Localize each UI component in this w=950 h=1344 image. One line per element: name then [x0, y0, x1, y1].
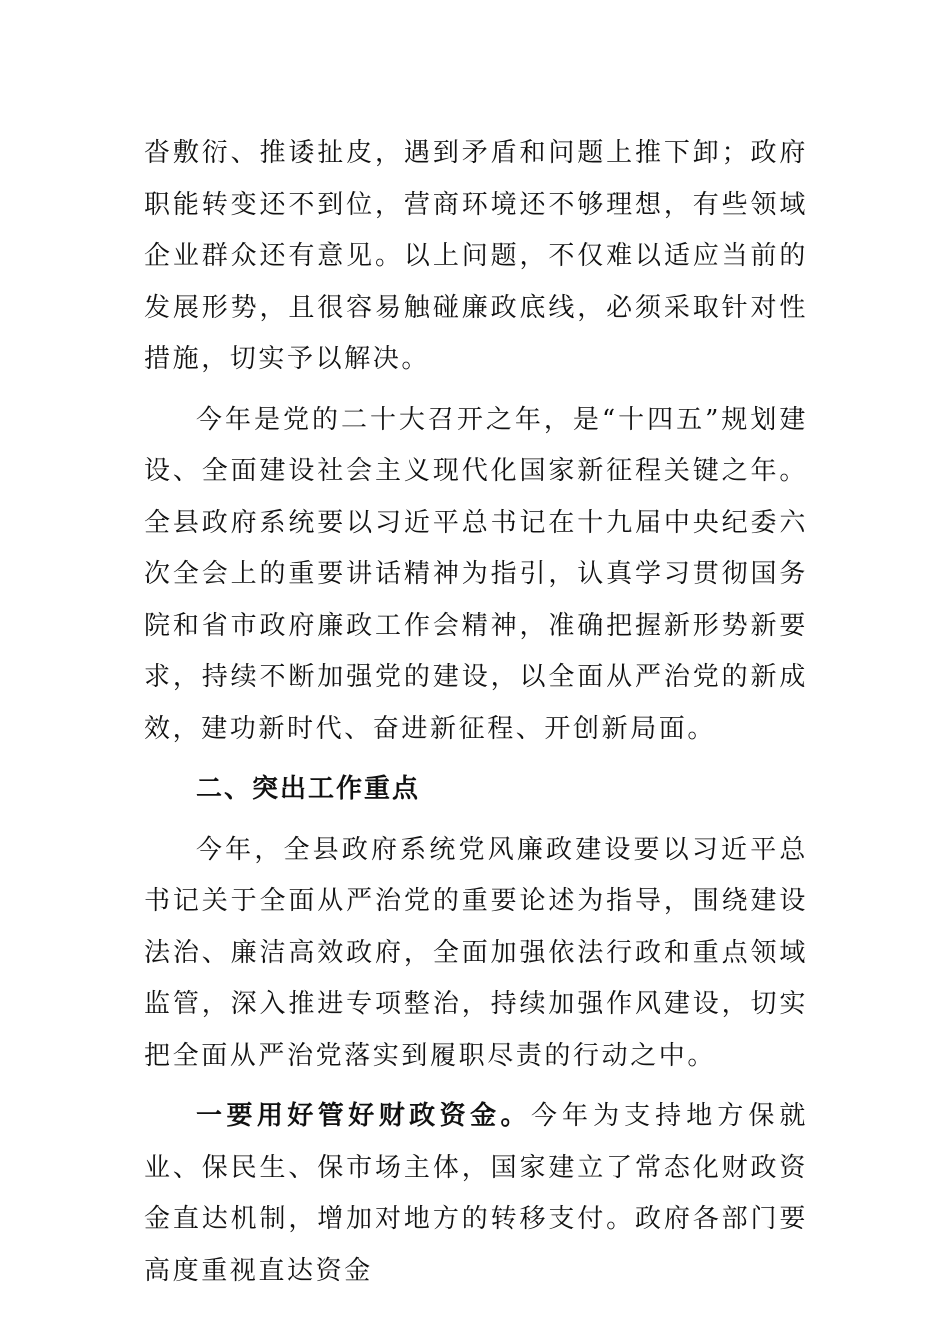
- document-body: [144, 128, 808, 1297]
- paragraph-continuation: 沓敷衍、推诿扯皮，遇到矛盾和问题上推下卸；政府职能转变还不到位，营商环境还不够理想，有些领域企业群众还有意见。以上问题，不仅难以适应当前的发展形势，且很容易触碰廉政底线，必须采取针对性措施，切实予以解决。: [144, 138, 808, 374]
- paragraph-annual-context: 今年是党的二十大召开之年，是“十四五”规划建设、全面建设社会主义现代化国家新征程关键之年。全县政府系统要以习近平总书记在十九届中央纪委六次全会上的重要讲话精神为指引，认真学习贯彻国务院和省市政府廉政工作会精神，准确把握新形势新要求，持续不断加强党的建设，以全面从严治党的新成效，建功新时代、奋进新征程、开创新局面。: [144, 404, 808, 744]
- section-heading-work-focus: 二、突出工作重点: [196, 774, 421, 804]
- paragraph-work-focus-intro: 今年，全县政府系统党风廉政建设要以习近平总书记关于全面从严治党的重要论述为指导，围绕建设法治、廉洁高效政府，全面加强依法行政和重点领域监管，深入推进专项整治，持续加强作风建设，切实把全面从严治党落实到履职尽责的行动之中。: [144, 834, 808, 1071]
- paragraph-body-fiscal-funds: 今年为支持地方保就业、保民生、保市场主体，国家建立了常态化财政资金直达机制，增加对地方的转移支付。政府各部门要高度重视直达资金: [144, 1101, 808, 1286]
- paragraph-lead-fiscal-funds: 一要用好管好财政资金。: [196, 1101, 531, 1131]
- paragraph-fiscal-funds: [144, 1091, 808, 1297]
